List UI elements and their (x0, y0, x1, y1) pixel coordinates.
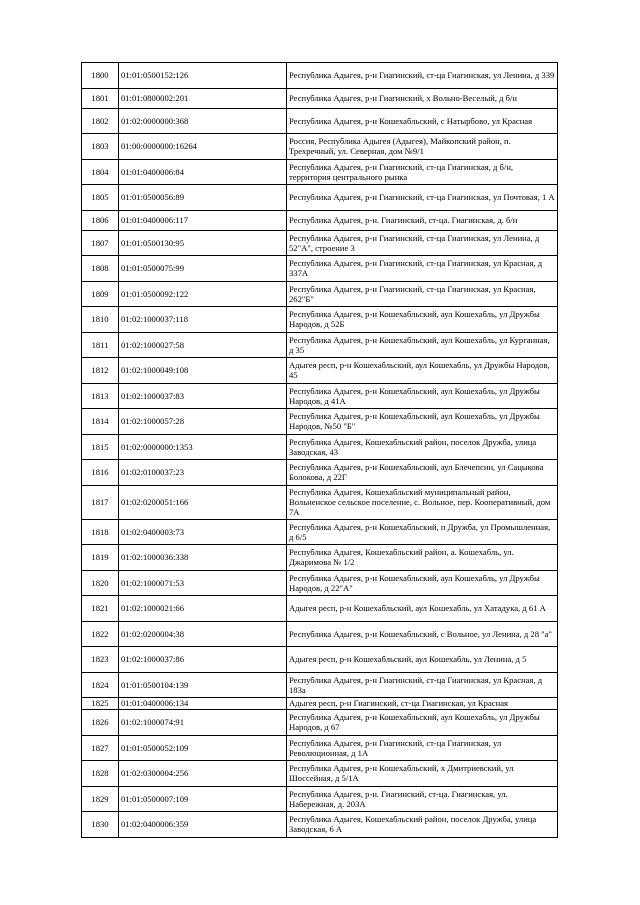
cadastral-number: 01:02:0000000:368 (119, 108, 287, 134)
cadastral-number: 01:02:0000000:1353 (119, 434, 287, 460)
address: Республика Адыгея, р-н. Гиагинский, ст-ца. Гиагинская, ул. Набережная, д. 203А (287, 786, 558, 812)
address: Республика Адыгея, р-н Кошехабльский, аул Кошехабль, ул Дружбы Народов, д 67 (287, 710, 558, 736)
row-number: 1810 (82, 307, 119, 333)
table-row (82, 210, 558, 230)
row-number: 1807 (82, 230, 119, 256)
cadastral-number: 01:01:0800002:201 (119, 88, 287, 108)
address: Республика Адыгея, р-н Кошехабльский, аул Блечепсин, ул Сацыкова Болокова, д 22Г (287, 460, 558, 486)
table-row (82, 185, 558, 211)
table-row (82, 710, 558, 736)
address: Республика Адыгея, р-н Кошехабльский, аул Кошехабль, ул Дружбы Народов, №50 "Б" (287, 409, 558, 435)
row-number: 1813 (82, 383, 119, 409)
row-number: 1805 (82, 185, 119, 211)
row-number: 1824 (82, 672, 119, 698)
address: Республика Адыгея, Кошехабльский район, поселок Дружба, улица Заводская, 6 А (287, 812, 558, 838)
row-number: 1823 (82, 647, 119, 673)
cadastral-number: 01:02:0400006:359 (119, 812, 287, 838)
table-row (82, 761, 558, 787)
cadastral-number: 01:02:0200051:166 (119, 485, 287, 519)
address: Республика Адыгея, Кошехабльский район, а. Кошехабль, ул. Джаримова № 1/2 (287, 545, 558, 571)
address: Россия, Республика Адыгея (Адыгея), Майкопский район, п. Трехречный, ул. Северная, дом №9/1 (287, 134, 558, 160)
table-row (82, 621, 558, 647)
row-number: 1815 (82, 434, 119, 460)
address: Республика Адыгея, Кошехабльский муниципальный район, Вольненское сельское поселение, с. Вольное, пер. Кооперативный, дом 7А (287, 485, 558, 519)
address: Республика Адыгея, Кошехабльский район, поселок Дружба, улица Заводская, 43 (287, 434, 558, 460)
table-row (82, 812, 558, 838)
address: Республика Адыгея, р-н Кошехабльский, п Дружба, ул Промышленная, д 6/5 (287, 519, 558, 545)
cadastral-number: 01:02:1000037:83 (119, 383, 287, 409)
table-row (82, 434, 558, 460)
table-row (82, 485, 558, 519)
row-number: 1802 (82, 108, 119, 134)
row-number: 1828 (82, 761, 119, 787)
address: Республика Адыгея, р-н Кошехабльский, с Натырбово, ул Красная (287, 108, 558, 134)
table-row (82, 409, 558, 435)
table-row (82, 307, 558, 333)
row-number: 1808 (82, 256, 119, 282)
cadastral-number: 01:01:0500007:109 (119, 786, 287, 812)
table-row (82, 108, 558, 134)
cadastral-number: 01:01:0500152:126 (119, 63, 287, 89)
row-number: 1827 (82, 735, 119, 761)
table-row (82, 134, 558, 160)
cadastral-number: 01:02:0300004:256 (119, 761, 287, 787)
address: Республика Адыгея, р-н Кошехабльский, х Дмитриевский, ул Шоссейная, д 5/1А (287, 761, 558, 787)
address: Республика Адыгея, р-н Гиагинский, ст-ца Гиагинская, ул Почтовая, 1 А (287, 185, 558, 211)
address: Республика Адыгея, р-н. Гиагинский, ст-ца. Гиагинская, д. б/н (287, 210, 558, 230)
row-number: 1801 (82, 88, 119, 108)
row-number: 1804 (82, 159, 119, 185)
row-number: 1806 (82, 210, 119, 230)
table-row (82, 281, 558, 307)
row-number: 1817 (82, 485, 119, 519)
table-row (82, 698, 558, 710)
cadastral-number: 01:02:1000049:108 (119, 358, 287, 384)
cadastral-number: 01:02:1000037:118 (119, 307, 287, 333)
cadastral-number: 01:01:0500092:122 (119, 281, 287, 307)
row-number: 1830 (82, 812, 119, 838)
cadastral-number: 01:01:0500104:139 (119, 672, 287, 698)
address: Республика Адыгея, р-н Кошехабльский, аул Кошехабль, ул Курганная, д 35 (287, 332, 558, 358)
address: Адыгея респ, р-н Гиагинский, ст-ца Гиагинская, ул Красная (287, 698, 558, 710)
cadastral-number: 01:01:0500075:99 (119, 256, 287, 282)
cadastral-number: 01:01:0400006:117 (119, 210, 287, 230)
table-row (82, 332, 558, 358)
address: Республика Адыгея, р-н Гиагинский, ст-ца Гиагинская, ул Ленина, д 52"А", строение 3 (287, 230, 558, 256)
row-number: 1809 (82, 281, 119, 307)
row-number: 1816 (82, 460, 119, 486)
table-row (82, 735, 558, 761)
row-number: 1829 (82, 786, 119, 812)
cadastral-number: 01:01:0500052:109 (119, 735, 287, 761)
address: Республика Адыгея, р-н Гиагинский, ст-ца Гиагинская, ул Красная, д 183а (287, 672, 558, 698)
table-row (82, 88, 558, 108)
cadastral-number: 01:02:1000036:338 (119, 545, 287, 571)
table-row (82, 256, 558, 282)
row-number: 1819 (82, 545, 119, 571)
address: Республика Адыгея, р-н Гиагинский, ст-ца Гиагинская, ул Красная, 262"Б" (287, 281, 558, 307)
address: Республика Адыгея, р-н Гиагинский, ст-ца Гиагинская, д б/н, территория центрального рынка (287, 159, 558, 185)
cadastral-number: 01:02:1000074:91 (119, 710, 287, 736)
row-number: 1812 (82, 358, 119, 384)
address: Республика Адыгея, р-н Кошехабльский, аул Кошехабль, ул Дружбы Народов, д 41А (287, 383, 558, 409)
table-row (82, 460, 558, 486)
address: Республика Адыгея, р-н Гиагинский, ст-ца Гиагинская, ул Ленина, д 339 (287, 63, 558, 89)
cadastral-number: 01:02:1000057:28 (119, 409, 287, 435)
address: Адыгея респ, р-н Кошехабльский, аул Кошехабль, ул Дружбы Народов, 45 (287, 358, 558, 384)
table-row (82, 672, 558, 698)
cadastral-number: 01:01:0400006:84 (119, 159, 287, 185)
row-number: 1825 (82, 698, 119, 710)
row-number: 1822 (82, 621, 119, 647)
table-row (82, 596, 558, 622)
table-row (82, 383, 558, 409)
table-row (82, 786, 558, 812)
row-number: 1800 (82, 63, 119, 89)
table-row (82, 647, 558, 673)
cadastral-number: 01:02:1000027:58 (119, 332, 287, 358)
table-row (82, 159, 558, 185)
row-number: 1826 (82, 710, 119, 736)
row-number: 1814 (82, 409, 119, 435)
address: Республика Адыгея, р-н Кошехабльский, аул Кошехабль, ул Дружбы Народов, д 22"А" (287, 570, 558, 596)
table-row (82, 230, 558, 256)
row-number: 1803 (82, 134, 119, 160)
row-number: 1818 (82, 519, 119, 545)
table-row (82, 545, 558, 571)
address: Республика Адыгея, р-н Гиагинский, ст-ца Гиагинская, ул Красная, д 337А (287, 256, 558, 282)
cadastral-number: 01:01:0400006:134 (119, 698, 287, 710)
cadastral-number: 01:02:1000021:66 (119, 596, 287, 622)
cadastral-number: 01:00:0000000:16264 (119, 134, 287, 160)
table-row (82, 519, 558, 545)
address: Республика Адыгея, р-н Гиагинский, ст-ца Гиагинская, ул Революционная, д 1А (287, 735, 558, 761)
cadastral-number: 01:02:0100037:23 (119, 460, 287, 486)
row-number: 1821 (82, 596, 119, 622)
property-register-table (81, 62, 558, 838)
cadastral-number: 01:02:1000071:53 (119, 570, 287, 596)
address: Республика Адыгея, р-н Кошехабльский, с Вольное, ул Ленина, д 28 "а" (287, 621, 558, 647)
address: Республика Адыгея, р-н Гиагинский, х Вольно-Веселый, д б/н (287, 88, 558, 108)
address: Республика Адыгея, р-н Кошехабльский, аул Кошехабль, ул Дружбы Народов, д 52Б (287, 307, 558, 333)
row-number: 1820 (82, 570, 119, 596)
cadastral-number: 01:02:0200004:38 (119, 621, 287, 647)
cadastral-number: 01:01:0500130:95 (119, 230, 287, 256)
table-row (82, 358, 558, 384)
cadastral-number: 01:02:1000037:86 (119, 647, 287, 673)
cadastral-number: 01:01:0500056:89 (119, 185, 287, 211)
table-row (82, 570, 558, 596)
address: Адыгея респ, р-н Кошехабльский, аул Кошехабль, ул Хатадука, д 61 А (287, 596, 558, 622)
address: Адыгея респ, р-н Кошехабльский, аул Кошехабль, ул Ленина, д 5 (287, 647, 558, 673)
row-number: 1811 (82, 332, 119, 358)
table-row (82, 63, 558, 89)
cadastral-number: 01:02:0400003:73 (119, 519, 287, 545)
